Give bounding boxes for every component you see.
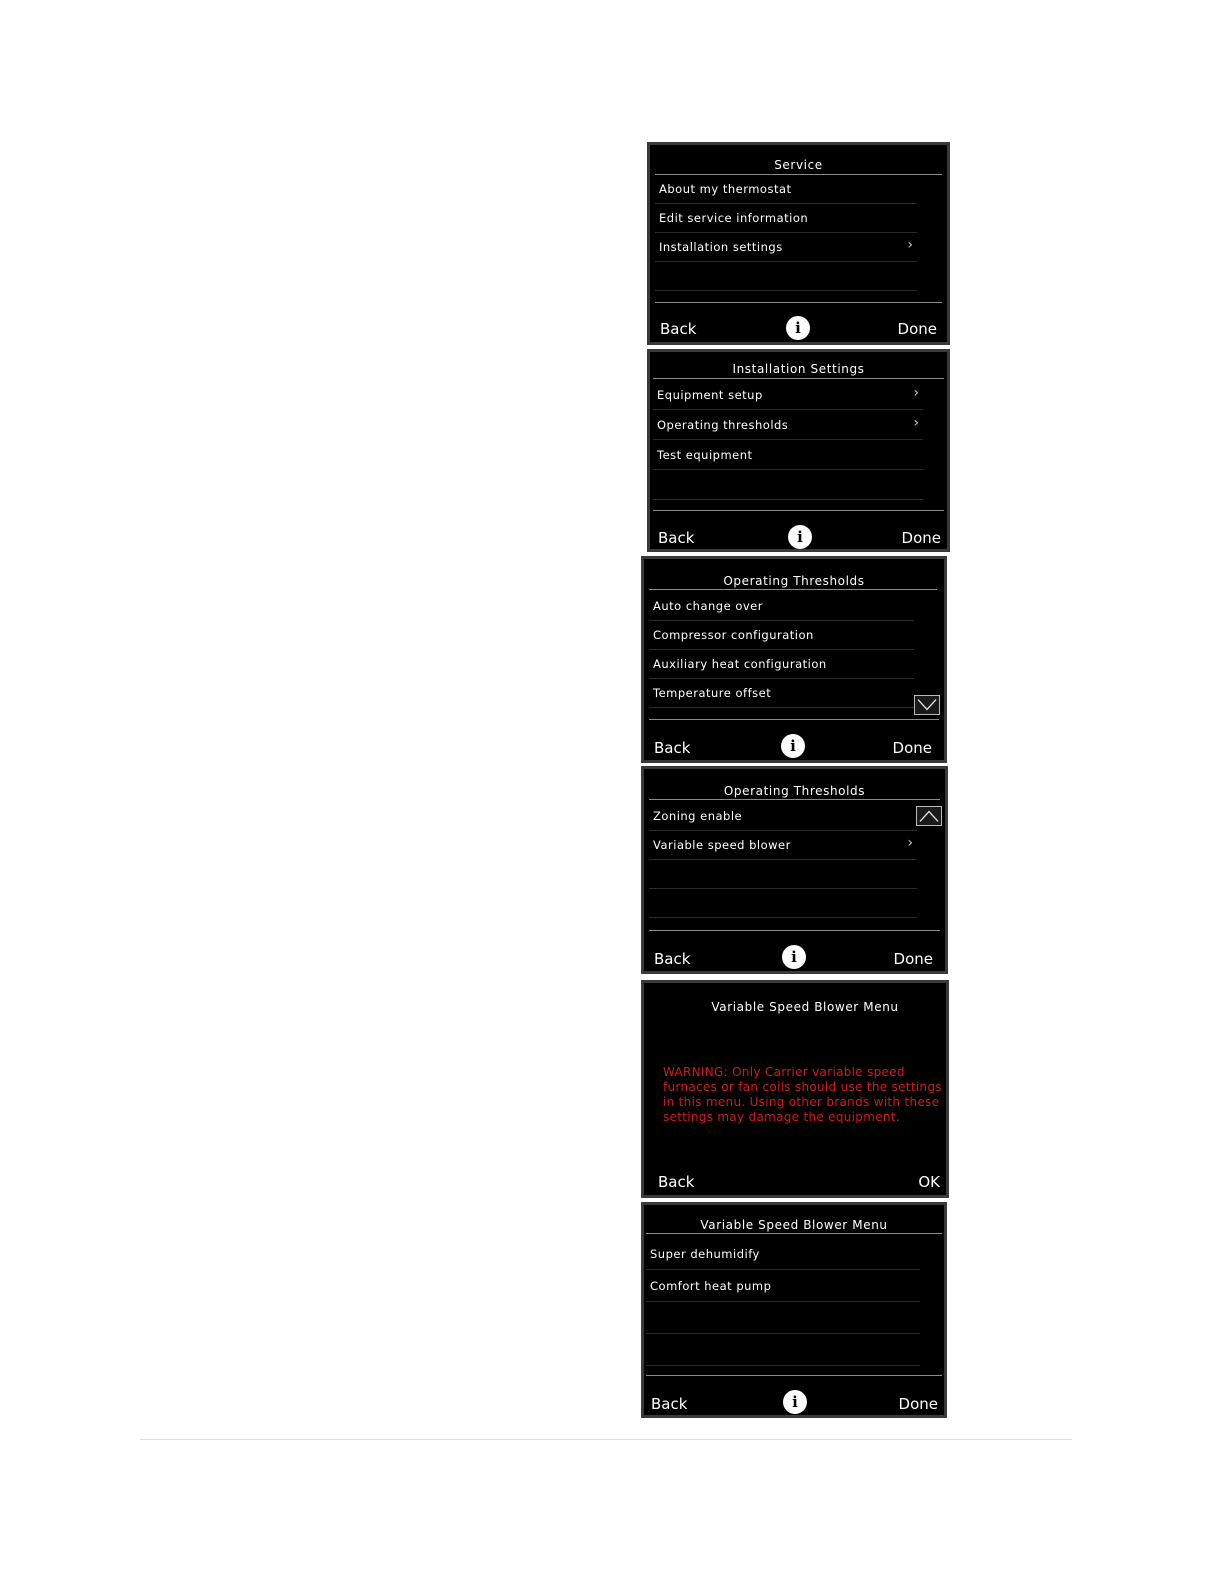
menu-item-zoning-enable[interactable] xyxy=(649,803,917,831)
screen-title: Variable Speed Blower Menu xyxy=(711,1000,899,1014)
menu-item-label: Operating thresholds xyxy=(657,418,789,432)
operating-thresholds-screen-1 xyxy=(641,556,947,763)
menu-item-empty xyxy=(655,263,917,291)
menu-item-label: Installation settings xyxy=(659,240,783,254)
divider xyxy=(655,174,942,175)
menu-item-empty xyxy=(653,472,923,500)
ok-button[interactable]: OK xyxy=(918,1173,940,1191)
back-button[interactable]: Back xyxy=(660,320,697,338)
info-icon[interactable]: i xyxy=(782,945,806,969)
divider xyxy=(646,1375,942,1376)
done-button[interactable]: Done xyxy=(901,529,941,547)
vsb-menu-screen xyxy=(641,1202,947,1418)
scroll-down-icon[interactable] xyxy=(914,695,940,715)
menu-item-label: Variable speed blower xyxy=(653,838,791,852)
menu-item-comfort-heat-pump[interactable] xyxy=(646,1271,920,1302)
screen-title: Operating Thresholds xyxy=(723,784,866,798)
menu-item-temperature-offset[interactable] xyxy=(649,680,914,708)
operating-thresholds-screen-2 xyxy=(641,766,948,974)
menu-item-label: Equipment setup xyxy=(657,388,763,402)
screen-title: Service xyxy=(774,158,823,172)
divider xyxy=(653,510,944,511)
chevron-right-icon: › xyxy=(913,385,919,401)
scroll-up-icon[interactable] xyxy=(916,806,942,826)
back-button[interactable]: Back xyxy=(651,1395,688,1413)
done-button[interactable]: Done xyxy=(893,950,933,968)
divider xyxy=(649,719,939,720)
menu-item-edit-service[interactable] xyxy=(655,205,917,233)
menu-item-label: Compressor configuration xyxy=(653,628,814,642)
menu-item-label: Test equipment xyxy=(657,448,753,462)
done-button[interactable]: Done xyxy=(892,739,932,757)
divider xyxy=(653,378,944,379)
menu-item-empty xyxy=(649,890,917,918)
menu-item-label: Auxiliary heat configuration xyxy=(653,657,827,671)
done-button[interactable]: Done xyxy=(897,320,937,338)
chevron-right-icon: › xyxy=(907,835,913,851)
chevron-right-icon: › xyxy=(913,415,919,431)
menu-item-label: Auto change over xyxy=(653,599,763,613)
vsb-warning-screen xyxy=(641,980,949,1198)
screen-title: Operating Thresholds xyxy=(723,574,865,588)
menu-item-about[interactable] xyxy=(655,176,917,204)
menu-item-test-equipment[interactable] xyxy=(653,442,923,470)
menu-item-label: Temperature offset xyxy=(653,686,772,700)
screen-title: Installation Settings xyxy=(732,362,865,376)
info-icon[interactable]: i xyxy=(786,316,810,340)
service-screen xyxy=(647,142,950,345)
menu-item-operating-thresholds[interactable] xyxy=(653,412,923,440)
divider xyxy=(649,930,940,931)
page-footer-rule xyxy=(140,1439,1072,1440)
screen-title: Variable Speed Blower Menu xyxy=(700,1218,888,1232)
divider xyxy=(649,799,940,800)
menu-item-empty xyxy=(646,1335,920,1366)
menu-item-super-dehumidify[interactable] xyxy=(646,1239,920,1270)
info-icon[interactable]: i xyxy=(781,734,805,758)
menu-item-auto-change-over[interactable] xyxy=(649,593,914,621)
divider xyxy=(649,589,937,590)
info-icon[interactable]: i xyxy=(783,1390,807,1414)
back-button[interactable]: Back xyxy=(658,1173,695,1191)
menu-item-empty xyxy=(646,1303,920,1334)
menu-item-label: Edit service information xyxy=(659,211,809,225)
back-button[interactable]: Back xyxy=(654,739,691,757)
back-button[interactable]: Back xyxy=(654,950,691,968)
back-button[interactable]: Back xyxy=(658,529,695,547)
warning-message: WARNING: Only Carrier variable speed furnaces or fan coils should use the settings in this menu. Using other brands with these settings may damage the equipment. xyxy=(663,1065,942,1124)
menu-item-label: About my thermostat xyxy=(659,182,792,196)
divider xyxy=(646,1233,942,1234)
menu-item-label: Zoning enable xyxy=(653,809,743,823)
info-icon[interactable]: i xyxy=(788,525,812,549)
divider xyxy=(655,302,942,303)
menu-item-installation-settings[interactable] xyxy=(655,234,917,262)
menu-item-variable-speed-blower[interactable] xyxy=(649,832,917,860)
menu-item-label: Super dehumidify xyxy=(650,1247,760,1261)
menu-item-compressor-configuration[interactable] xyxy=(649,622,914,650)
menu-item-equipment-setup[interactable] xyxy=(653,382,923,410)
done-button[interactable]: Done xyxy=(898,1395,938,1413)
menu-item-label: Comfort heat pump xyxy=(650,1279,772,1293)
menu-item-empty xyxy=(649,861,917,889)
installation-settings-screen xyxy=(647,349,950,552)
chevron-right-icon: › xyxy=(907,237,913,253)
menu-item-auxiliary-heat-configuration[interactable] xyxy=(649,651,914,679)
